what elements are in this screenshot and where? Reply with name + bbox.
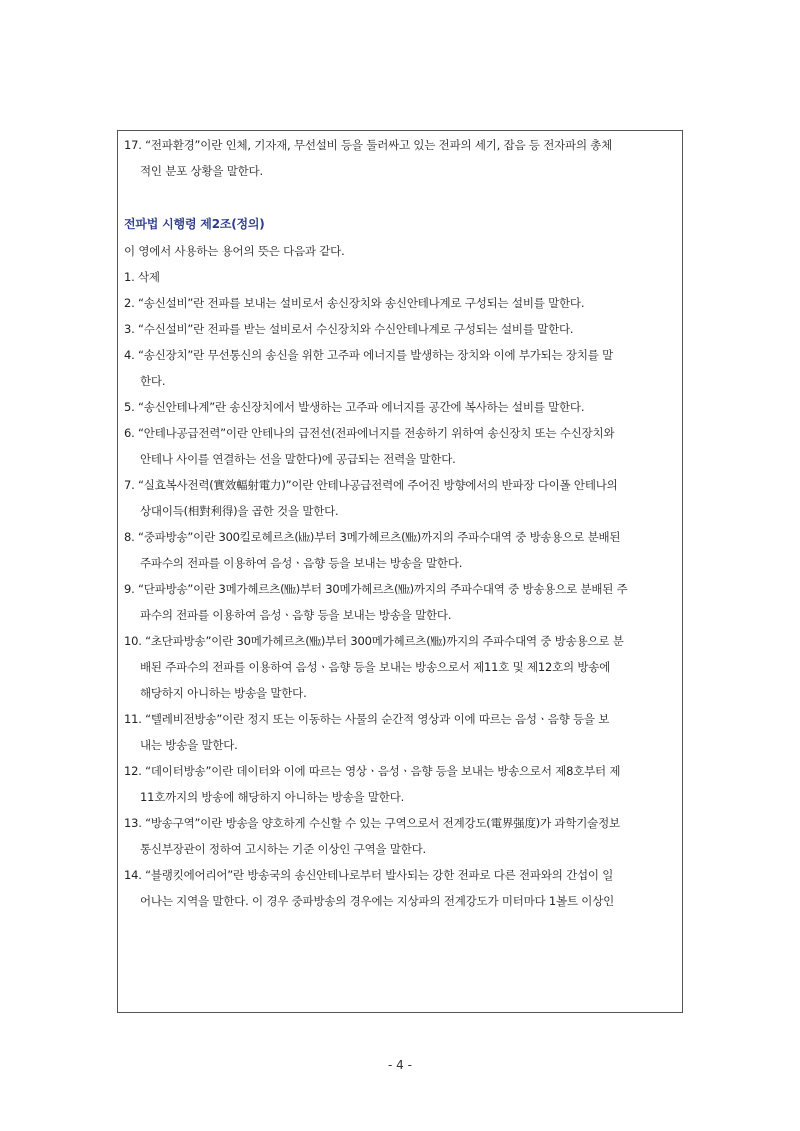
definition-item-8 xyxy=(124,529,678,572)
text-line: 6. “안테나공급전력”이란 안테나의 급전선(전파에너지를 전송하기 위하여 송신장치 또는 수신장치와 xyxy=(124,426,615,440)
definition-item-6 xyxy=(124,425,678,468)
text-line: 11. “텔레비전방송”이란 정지 또는 이동하는 사물의 순간적 영상과 이에 따르는 음성ㆍ음향 등을 보 xyxy=(124,712,610,726)
text-line: 9. “단파방송”이란 3메가헤르츠(㎒)부터 30메가헤르츠(㎒)까지의 주파수대역 중 방송용으로 분배된 주 xyxy=(124,582,628,596)
definition-item-12 xyxy=(124,763,678,806)
definition-item-5 xyxy=(124,399,678,416)
definition-item-3 xyxy=(124,321,678,338)
text-line: 상대이득(相對利得)을 곱한 것을 말한다. xyxy=(140,504,339,518)
text-line: 3. “수신설비”란 전파를 받는 설비로서 수신장치와 수신안테나계로 구성되는 설비를 말한다. xyxy=(124,322,574,336)
page-number: - 4 - xyxy=(388,1058,412,1072)
text-line: 5. “송신안테나계”란 송신장치에서 발생하는 고주파 에너지를 공간에 복사하는 설비를 말한다. xyxy=(124,400,585,414)
text-line: 14. “블랭킷에어리어”란 방송국의 송신안테나로부터 발사되는 강한 전파로 다른 전파와의 간섭이 일 xyxy=(124,868,614,882)
text-line: 해당하지 아니하는 방송을 말한다. xyxy=(140,686,307,700)
text-line: 8. “중파방송”이란 300킬로헤르츠(㎑)부터 3메가헤르츠(㎒)까지의 주파수대역 중 방송용으로 분배된 xyxy=(124,530,621,544)
text-line: 파수의 전파를 이용하여 음성ㆍ음향 등을 보내는 방송을 말한다. xyxy=(140,608,452,622)
text-line: 안테나 사이를 연결하는 선을 말한다)에 공급되는 전력을 말한다. xyxy=(140,452,456,466)
intro-text: 이 영에서 사용하는 용어의 뜻은 다음과 같다. xyxy=(124,244,345,258)
document-body xyxy=(124,137,678,919)
text-line: 주파수의 전파를 이용하여 음성ㆍ음향 등을 보내는 방송을 말한다. xyxy=(140,556,463,570)
definition-item-2 xyxy=(124,295,678,312)
text-line: 10. “초단파방송”이란 30메가헤르츠(㎒)부터 300메가헤르츠(㎒)까지의 주파수대역 중 방송용으로 분 xyxy=(124,634,624,648)
text-line: 한다. xyxy=(140,374,166,388)
definition-item-17 xyxy=(124,137,678,180)
text-line: 배된 주파수의 전파를 이용하여 음성ㆍ음향 등을 보내는 방송으로서 제11호 및 제12호의 방송에 xyxy=(140,660,611,674)
text-line: 어나는 지역을 말한다. 이 경우 중파방송의 경우에는 지상파의 전계강도가 미터마다 1볼트 이상인 xyxy=(140,894,615,908)
section-heading: 전파법 시행령 제2조(정의) xyxy=(124,217,265,231)
text-line: 17. “전파환경”이란 인체, 기자재, 무선설비 등을 둘러싸고 있는 전파의 세기, 잡음 등 전자파의 총체 xyxy=(124,138,613,152)
text-line: 4. “송신장치”란 무선통신의 송신을 위한 고주파 에너지를 발생하는 장치와 이에 부가되는 장치를 말 xyxy=(124,348,614,362)
text-line: 적인 분포 상황을 말한다. xyxy=(140,164,263,178)
definition-item-1 xyxy=(124,269,678,286)
definition-item-7 xyxy=(124,477,678,520)
definition-item-9 xyxy=(124,581,678,624)
text-line: 1. 삭제 xyxy=(124,270,160,284)
text-line: 7. “실효복사전력(實效輻射電力)”이란 안테나공급전력에 주어진 방향에서의 반파장 다이폴 안테나의 xyxy=(124,478,618,492)
text-line: 12. “데이터방송”이란 데이터와 이에 따르는 영상ㆍ음성ㆍ음향 등을 보내는 방송으로서 제8호부터 제 xyxy=(124,764,621,778)
definition-item-14 xyxy=(124,867,678,910)
definition-item-4 xyxy=(124,347,678,390)
definition-item-13 xyxy=(124,815,678,858)
text-line: 11호까지의 방송에 해당하지 아니하는 방송을 말한다. xyxy=(140,790,405,804)
text-line: 통신부장관이 정하여 고시하는 기준 이상인 구역을 말한다. xyxy=(140,842,427,856)
text-line: 13. “방송구역”이란 방송을 양호하게 수신할 수 있는 구역으로서 전계강도(電界强度)가 과학기술정보 xyxy=(124,816,620,830)
definition-item-11 xyxy=(124,711,678,754)
text-line: 2. “송신설비”란 전파를 보내는 설비로서 송신장치와 송신안테나계로 구성되는 설비를 말한다. xyxy=(124,296,585,310)
text-line: 내는 방송을 말한다. xyxy=(140,738,238,752)
definition-item-10 xyxy=(124,633,678,702)
